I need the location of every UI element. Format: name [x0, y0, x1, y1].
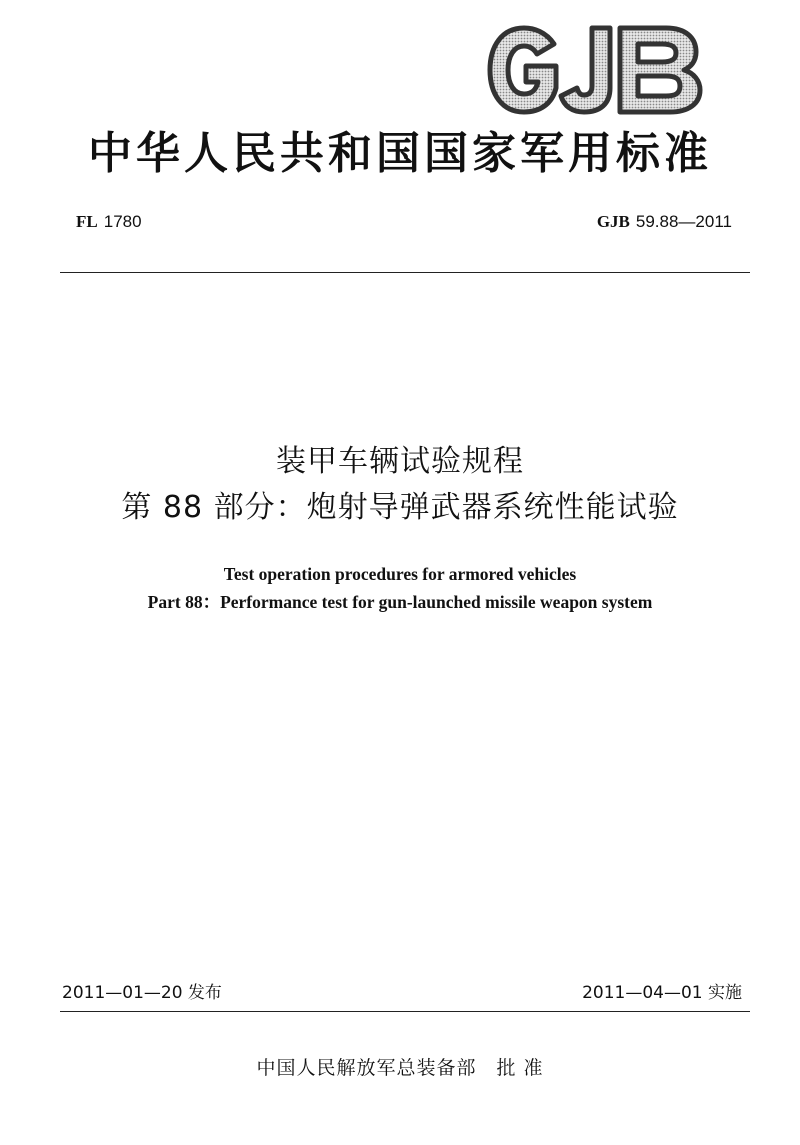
english-title-line-1: Test operation procedures for armored vehicles	[223, 564, 577, 584]
issue-date: 2011—01—20 发布	[62, 983, 222, 1003]
standard-label: GJB	[596, 212, 630, 231]
english-title-line-2: Part 88：Performance test for gun-launched missile weapon system	[147, 592, 653, 612]
classification-label: FL	[76, 212, 98, 231]
gjb-logo-graphic	[484, 22, 706, 118]
gjb-logo	[484, 22, 706, 118]
chinese-title-line-2: 第 88 部分：炮射导弹武器系统性能试验	[121, 490, 679, 525]
classification-number: 1780	[103, 212, 142, 231]
top-divider	[60, 272, 750, 273]
approving-authority: 中国人民解放军总装备部 批 准	[256, 1057, 544, 1079]
bottom-divider	[60, 1011, 750, 1012]
standard-number	[597, 212, 732, 232]
implementation-date: 2011—04—01 实施	[582, 983, 742, 1003]
classification-code	[76, 212, 142, 232]
standard-title: 中华人民共和国国家军用标准	[88, 128, 712, 179]
chinese-title-line-1: 装甲车辆试验规程	[276, 444, 524, 479]
standard-number-value: 59.88—2011	[635, 212, 732, 231]
